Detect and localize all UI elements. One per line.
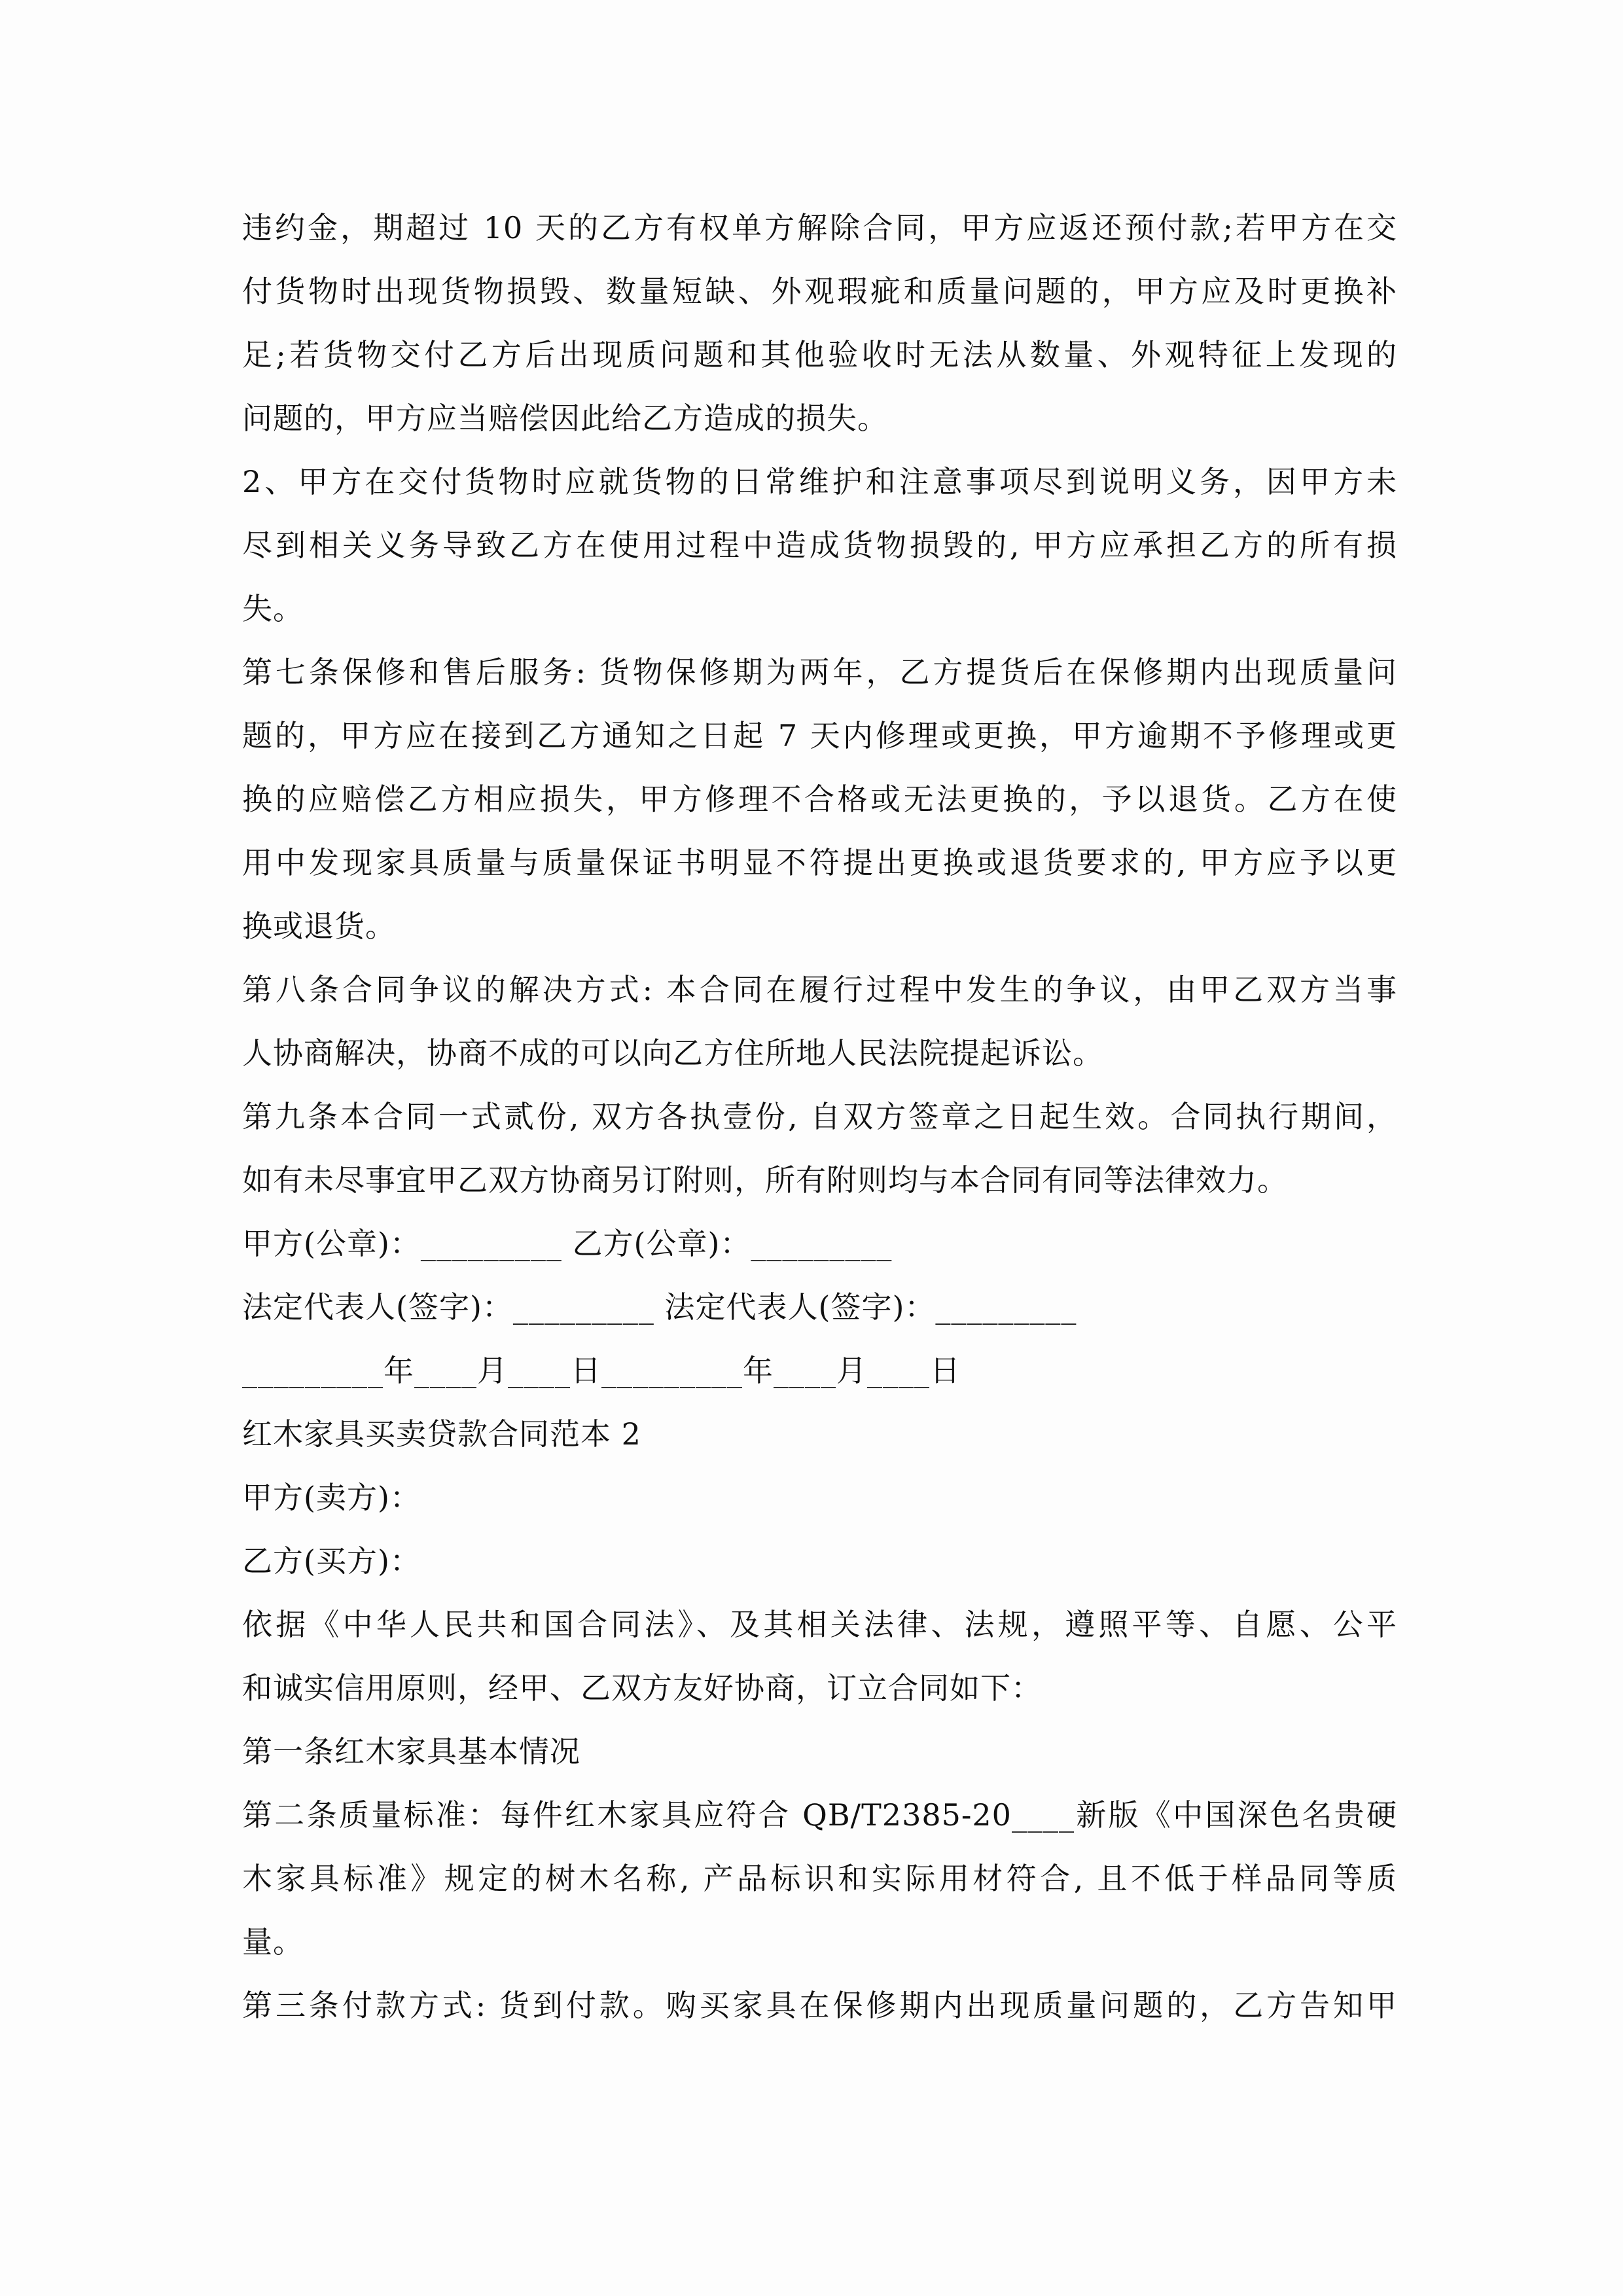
contract-text-line: 问题的，甲方应当赔偿因此给乙方造成的损失。 [242,401,888,436]
contract-text-line: 用中发现家具质量与质量保证书明显不符提出更换或退货要求的, 甲方应予以更 [242,845,1397,880]
contract-text-line: 木家具标准》规定的树木名称, 产品标识和实际用材符合, 且不低于样品同等质 [242,1861,1397,1896]
clause-3-payment-line: 第三条付款方式: 货到付款。购买家具在保修期内出现质量问题的，乙方告知甲 [242,1988,1397,2023]
contract-text-line: 失。 [242,591,304,626]
clause-9-copies-line: 第九条本合同一式贰份, 双方各执壹份, 自双方签章之日起生效。合同执行期间， [242,1099,1397,1134]
party-seal-signature-line: 甲方(公章)：_________ 乙方(公章)：_________ [242,1226,893,1261]
contract-text-line: 依据《中华人民共和国合同法》、及其相关法律、法规，遵照平等、自愿、公平 [242,1607,1397,1642]
contract-template-2-title: 红木家具买卖贷款合同范本 2 [242,1416,641,1452]
contract-text-line: 尽到相关义务导致乙方在使用过程中造成货物损毁的, 甲方应承担乙方的所有损 [242,528,1397,563]
contract-text-line: 付货物时出现货物损毁、数量短缺、外观瑕疵和质量问题的，甲方应及时更换补 [242,274,1397,309]
clause-7-warranty-line: 第七条保修和售后服务: 货物保修期为两年，乙方提货后在保修期内出现质量问 [242,655,1397,690]
contract-text-line: 题的，甲方应在接到乙方通知之日起 7 天内修理或更换，甲方逾期不予修理或更 [242,718,1397,753]
contract-text-line: 量。 [242,1924,304,1960]
contract-text-line: 换或退货。 [242,908,396,944]
contract-text-line: 和诚实信用原则，经甲、乙双方友好协商，订立合同如下： [242,1670,1042,1706]
clause-2-quality-line: 第二条质量标准：每件红木家具应符合 QB/T2385-20____新版《中国深色名贵硬 [242,1797,1397,1833]
legal-rep-signature-line: 法定代表人(签字)：_________ 法定代表人(签字)：_________ [242,1289,1077,1325]
party-b-label-line: 乙方(买方)： [242,1543,421,1579]
contract-text-line: 违约金，期超过 10 天的乙方有权单方解除合同，甲方应返还预付款;若甲方在交 [242,210,1397,245]
clause-1-heading-line: 第一条红木家具基本情况 [242,1734,580,1769]
contract-text-line: 足;若货物交付乙方后出现质问题和其他验收时无法从数量、外观特征上发现的 [242,337,1397,372]
clause-8-dispute-line: 第八条合同争议的解决方式: 本合同在履行过程中发生的争议，由甲乙双方当事 [242,972,1397,1007]
contract-text-line: 换的应赔偿乙方相应损失，甲方修理不合格或无法更换的，予以退货。乙方在使 [242,781,1397,817]
date-blank-line: _________年____月____日_________年____月____日 [242,1353,961,1388]
contract-text-line: 人协商解决，协商不成的可以向乙方住所地人民法院提起诉讼。 [242,1035,1103,1071]
contract-text-line: 2、甲方在交付货物时应就货物的日常维护和注意事项尽到说明义务，因甲方未 [242,464,1397,499]
party-a-label-line: 甲方(卖方)： [242,1480,421,1515]
contract-text-line: 如有未尽事宜甲乙双方协商另订附则，所有附则均与本合同有同等法律效力。 [242,1162,1288,1198]
contract-text-column [242,196,1397,2037]
